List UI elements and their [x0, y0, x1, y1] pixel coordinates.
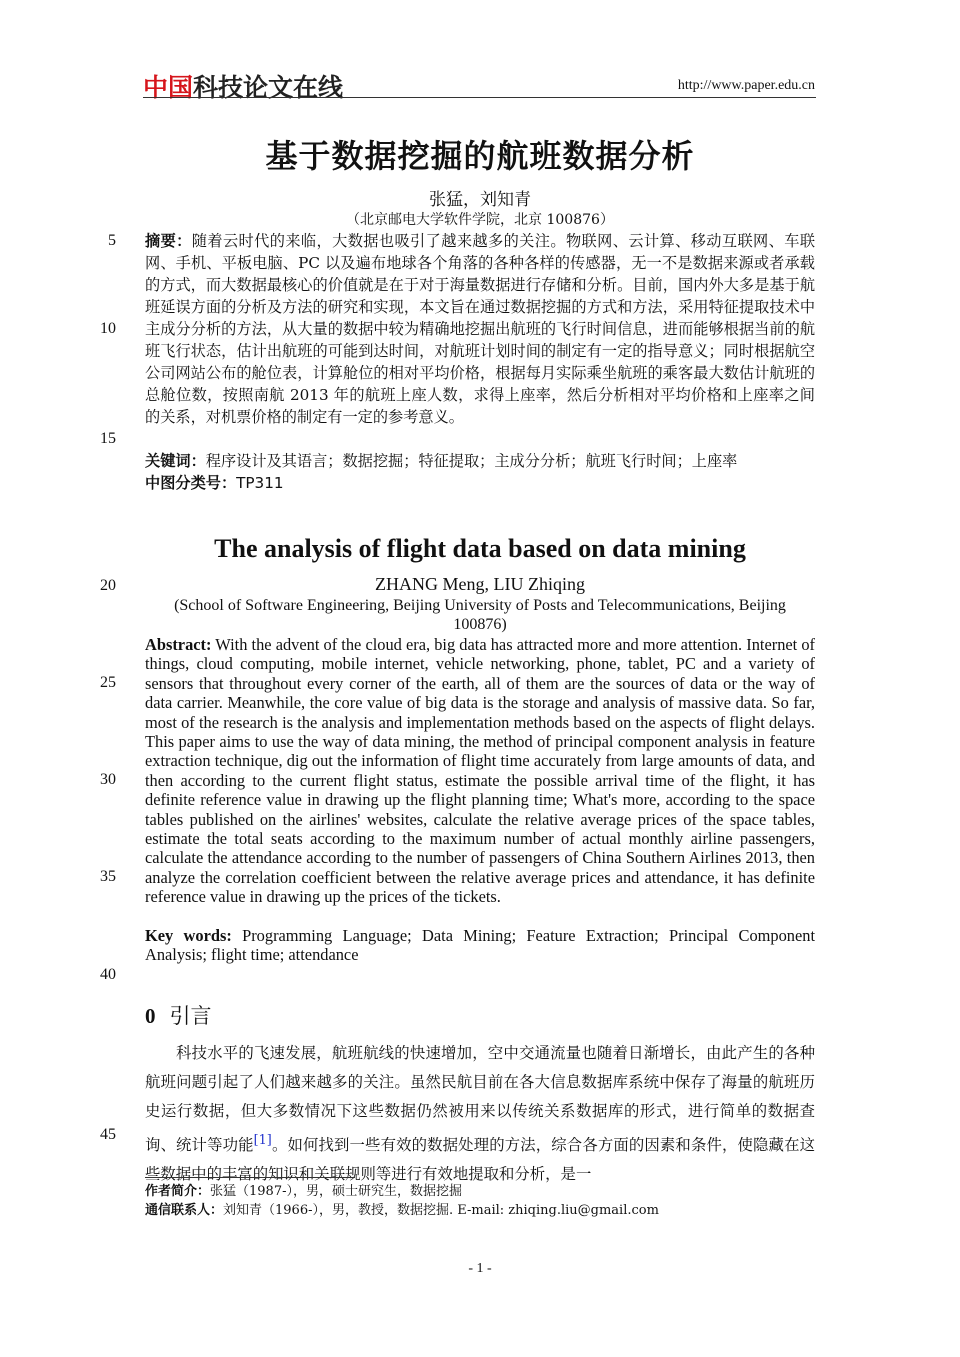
abstract-text-en: With the advent of the cloud era, big data has attracted more and more attention. Internet of things, cloud computing, mobile internet, vehicle networking, phone, tablet, PC and a variety of sensors that throughout every corner of the earth, all of them are the sources of data or the way of data carrier. Meanwhile, the core value of big data is the storage and analysis of massive data. So far, most of the research is the analysis and implementation methods based on the aspects of flight delays. This paper aims to use the way of data mining, the method of principal component analysis in feature extraction technique, dig out the information of flight time accurately from large amounts of data, and then according to the current flight status, estimate the possible arrival time of the flight, it has definite reference value in drawing up the flight planning time; What's more, according to the space tables published on the airlines' websites, calculate the relative average prices of the space tables, estimate the total seats according to the maximum number of actual monthly airline passengers, calculate the attendance according to the number of passengers of China Southern Airlines 2013, then analyze the correlation coefficient between the relative average prices and attendance, it has definite reference value in drawing up the prices of the tickets. [145, 635, 815, 907]
keywords-cn [145, 450, 815, 472]
journal-logo [143, 68, 343, 104]
footnote-rule [145, 1177, 355, 1178]
line-number: 5 [108, 232, 116, 249]
abstract-cn [145, 230, 815, 428]
logo-red-text: 中国 [143, 73, 194, 102]
logo-black-text: 科技论文在线 [193, 73, 344, 102]
header-rule [143, 97, 816, 98]
abstract-en [145, 635, 815, 907]
keywords-text-cn: 程序设计及其语言；数据挖掘；特征提取；主成分分析；航班飞行时间；上座率 [205, 452, 738, 470]
affiliation-en: (School of Software Engineering, Beijing University of Posts and Telecommunications, Beijing 100876) [174, 597, 786, 633]
line-number: 25 [100, 674, 116, 691]
clc-label: 中图分类号： [145, 474, 237, 492]
keywords-en [145, 926, 815, 965]
line-number: 40 [100, 966, 116, 983]
line-number: 15 [100, 430, 116, 447]
clc-number [145, 472, 815, 494]
footnote-contact-text: 刘知青（1966-），男，教授，数据挖掘. E-mail: zhiqing.liu@gmail.com [223, 1203, 659, 1218]
footnote-contact-label: 通信联系人： [145, 1203, 224, 1218]
abstract-text-cn: 随着云时代的来临，大数据也吸引了越来越多的关注。物联网、云计算、移动互联网、车联网、手机、平板电脑、PC 以及遍布地球各个角落的各种各样的传感器，无一不是数据来源或者承载的方式，而大数据最核心的价值就是在于对于海量数据进行存储和分析。目前，国内外大多是基于航班延误方面的分析及方法的研究和实现，本文旨在通过数据挖掘的方式和方法，采用特征提取技术中主成分分析的方法，从大量的数据中较为精确地挖掘出航班的飞行时间信息，进而能够根据当前的航班飞行状态，估计出航班的可能到达时间，对航班计划时间的制定有一定的指导意义；同时根据航空公司网站公布的舱位表，计算舱位的相对平均价格，根据每月实际乘坐航班的乘客最大数估计航班的总舱位数，按照南航 2013 年的航班上座人数，求得上座率，然后分析相对平均价格和上座率之间的关系，对机票价格的制定有一定的参考意义。 [145, 232, 816, 426]
header-url[interactable]: http://www.paper.edu.cn [677, 78, 815, 93]
page-number: - 1 - [468, 1261, 492, 1276]
intro-text-1: 科技水平的飞速发展，航班航线的快速增加，空中交通流量也随着日渐增长，由此产生的各种航班问题引起了人们越来越多的关注。虽然民航目前在各大信息数据库系统中保存了海量的航班历史运行数据，但大多数情况下这些数据仍然被用来以传统关系数据库的形式，进行简单的数据查询、统计等功能 [145, 1044, 815, 1155]
authors-en: ZHANG Meng, LIU Zhiqing [375, 574, 585, 594]
paper-title-cn: 基于数据挖掘的航班数据分析 [265, 137, 695, 175]
keywords-text-en: Programming Language; Data Mining; Feature Extraction; Principal Component Analysis; flight time; attendance [145, 926, 815, 965]
authors-cn: 张猛，刘知青 [429, 190, 531, 210]
footnote-author-text: 张猛（1987-），男，硕士研究生，数据挖掘 [210, 1184, 462, 1199]
line-number: 45 [100, 1126, 116, 1143]
keywords-label-cn: 关键词： [145, 452, 206, 470]
line-number: 35 [100, 868, 116, 885]
line-number: 10 [100, 320, 116, 337]
footnote-author [145, 1180, 462, 1199]
section-heading [145, 1000, 212, 1030]
footnote-contact [145, 1199, 659, 1218]
abstract-label-en: Abstract: [145, 635, 212, 654]
intro-text-2: 。如何找到一些有效的数据处理的方法，综合各方面的因素和条件，使隐藏在这些数据中的丰富的知识和关联规则等进行有效地提取和分析，是一 [145, 1136, 815, 1184]
footnote-author-label: 作者简介： [145, 1184, 211, 1199]
clc-text: TP311 [236, 474, 284, 492]
line-number: 20 [100, 577, 116, 594]
paper-title-en: The analysis of flight data based on data mining [214, 534, 746, 563]
intro-paragraph [145, 1039, 815, 1189]
citation-link[interactable]: [1] [253, 1133, 272, 1148]
line-number: 30 [100, 771, 116, 788]
section-number: 0 [145, 1004, 156, 1028]
keywords-label-en: Key words: [145, 926, 232, 945]
affiliation-cn: （北京邮电大学软件学院，北京 100876） [346, 212, 614, 228]
abstract-label-cn: 摘要： [145, 232, 192, 250]
section-title: 引言 [169, 1004, 212, 1028]
